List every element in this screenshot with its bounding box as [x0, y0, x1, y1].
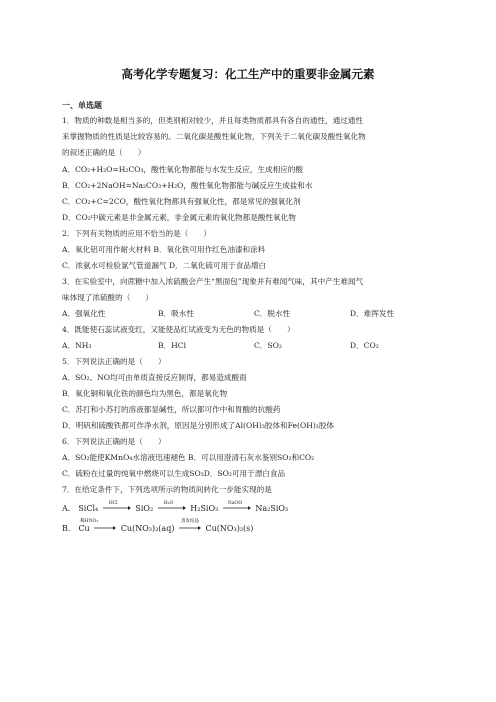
option-line: B．CO₂+2NaOH=Na₂CO₃+H₂O，酸性氧化物都能与碱反应生成盐和水	[62, 181, 313, 190]
option-b: B．HCl	[158, 341, 187, 350]
arrow-label: NaOH	[227, 501, 243, 506]
document-title: 高考化学专题复习：化工生产中的重要非金属元素	[121, 67, 375, 81]
formula: H₂SiO₃	[190, 504, 219, 513]
text-line: 来掌握物质的性质是比较容易的。二氧化碳是酸性氧化物，下列关于二氧化碳及酸性氧化物	[62, 132, 366, 141]
option-line: A．氧化铝可用作耐火材料 B．氧化铁可用作红色油漆和涂料	[62, 245, 266, 254]
text-line: 7．在给定条件下，下列选项所示的物质间转化一步能实现的是	[62, 485, 272, 494]
arrow-label: HCl	[108, 501, 118, 506]
option-line: A．CO₂+H₂O=H₂CO₃，酸性氧化物都能与水发生反应，生成相应的酸	[62, 165, 303, 174]
formula: Cu(NO₃)₂(aq)	[120, 524, 175, 533]
option-d: D．CO₂	[350, 341, 379, 350]
option-line: A．SO₂、NO均可由单质直接反应制得，都易造成酸雨	[62, 373, 247, 382]
formula: Na₂SiO₃	[255, 504, 289, 513]
formula: SiO₂	[135, 504, 154, 513]
option-a: A．NH₃	[62, 341, 92, 350]
arrow-label: 蒸发结晶	[180, 519, 199, 524]
option-b: B．吸水性	[158, 309, 194, 318]
text-line: 味体现了浓硫酸的（ ）	[62, 293, 154, 302]
option-line: C．苏打和小苏打的溶液都显碱性，所以都可作中和胃酸的抗酸药	[62, 405, 281, 414]
option-d: D．难挥发性	[350, 309, 395, 318]
text-line: 6．下列说法正确的是（ ）	[62, 437, 166, 446]
option-line: A．SO₂能使KMnO₄水溶液迅速褪色 B．可以用澄清石灰水鉴别SO₂和CO₂	[62, 453, 315, 462]
formula: Cu(NO₃)₂(s)	[205, 524, 254, 533]
arrow-right-icon	[179, 519, 201, 535]
section-heading: 一、单选题	[62, 100, 102, 110]
option-line: C．CO₂+C=2CO，酸性氧化物都具有强氧化性，都是常见的强氧化剂	[62, 197, 301, 206]
conversion-a	[62, 503, 288, 515]
formula: Cu	[78, 524, 90, 533]
option-c: C．脱水性	[254, 309, 291, 318]
text-line: 4．既能使石蕊试液变红，又能使品红试液变为无色的物质是（ ）	[62, 325, 295, 334]
text-line: 5．下列说法正确的是（ ）	[62, 357, 166, 366]
text-line: 2．下列有关物质的应用不恰当的是（ ）	[62, 229, 212, 238]
option-line: C．浓氨水可检验氯气管道漏气 D．二氧化硫可用于食品增白	[62, 261, 267, 270]
arrow-right-icon	[158, 503, 186, 515]
conversion-b	[62, 519, 254, 535]
arrow-label: H₂O	[163, 501, 174, 506]
option-prefix: A．	[62, 504, 76, 513]
text-line: 3．在实验室中，向蔗糖中加入浓硫酸会产生“黑面包”现象并有难闻气味，其中产生难闻气	[62, 277, 364, 286]
arrow-label: 稀HNO₃	[80, 519, 99, 524]
option-line: D．明矾和硫酸铁都可作净水剂，原因是分别形成了Al(OH)₃胶体和Fe(OH)₃胶体	[62, 421, 335, 430]
option-line: D．CO₂中碳元素是非金属元素，非金属元素的氧化物都是酸性氧化物	[62, 213, 296, 222]
arrow-right-icon	[223, 503, 251, 515]
option-prefix: B．	[62, 524, 76, 533]
option-a: A．强氧化性	[62, 309, 106, 318]
option-c: C．SO₂	[254, 341, 282, 350]
text-line: 的叙述正确的是（ ）	[62, 148, 146, 157]
text-line: 1．物质的种数是相当多的，但类别相对较少，并且每类物质都具有各自的通性，通过通性	[62, 116, 363, 125]
formula: SiCl₄	[78, 504, 99, 513]
arrow-right-icon	[103, 503, 131, 515]
option-line: C．硫粉在过量的纯氧中燃烧可以生成SO₃D．SO₂可用于漂白食品	[62, 469, 286, 478]
option-line: B．氧化铜和氧化铁的颜色均为黑色，都是氧化物	[62, 389, 228, 398]
